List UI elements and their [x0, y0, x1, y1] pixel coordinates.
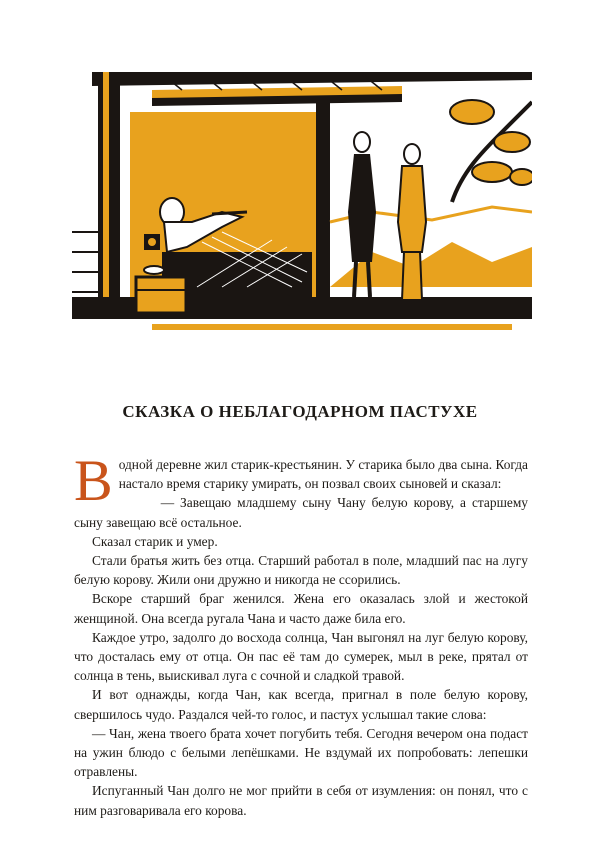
story-text	[74, 448, 528, 820]
paragraph: Стали братья жить без отца. Старший работал в поле, младший пас на лугу белую корову. Жили они дружно и никогда не ссорились.	[74, 553, 528, 588]
paragraph: Вскоре старший браг женился. Жена его оказалась злой и жестокой женщиной. Она всегда ругала Чана и часто даже била его.	[74, 591, 528, 626]
chest	[136, 277, 186, 313]
paragraph: Испуганный Чан долго не мог прийти в себя от изумления: он понял, что с ним разговаривала его корова.	[74, 783, 528, 818]
woodcut-illustration	[72, 72, 532, 357]
drop-cap: В	[74, 448, 113, 513]
paragraph: — Чан, жена твоего брата хочет погубить тебя. Сегодня вечером она подаст на ужин блюдо с белыми лепёшками. Не вздумай их попробовать: лепешки отравлены.	[74, 725, 528, 780]
paragraph: Сказал старик и умер.	[92, 533, 218, 549]
pointing-arm	[212, 212, 247, 214]
paragraph: — Завещаю младшему сыну Чану белую корову, а старшему сыну завещаю всё остальное.	[74, 495, 528, 530]
paragraph: И вот однажды, когда Чан, как всегда, пригнал в поле белую корову, свершилось чудо. Раздался чей-то голос, и пастух услышал такие слова:	[74, 687, 528, 722]
paragraph: Водной деревне жил старик-крестьянин. У старика было два сына. Когда настало время старику умирать, он позвал своих сыновей и сказал:	[74, 448, 528, 513]
bowl	[144, 266, 164, 274]
story-title: СКАЗКА О НЕБЛАГОДАРНОМ ПАСТУХЕ	[122, 402, 478, 421]
younger-son	[398, 144, 426, 300]
pillar-right	[316, 102, 330, 302]
paragraph: Каждое утро, задолго до восхода солнца, Чан выгонял на луг белую корову, что досталась ему от отца. Он пас её там до сумерек, мыл в реке, прятал от солнца в тень, выискивал луга с сочной и сладкой травой.	[74, 629, 528, 684]
